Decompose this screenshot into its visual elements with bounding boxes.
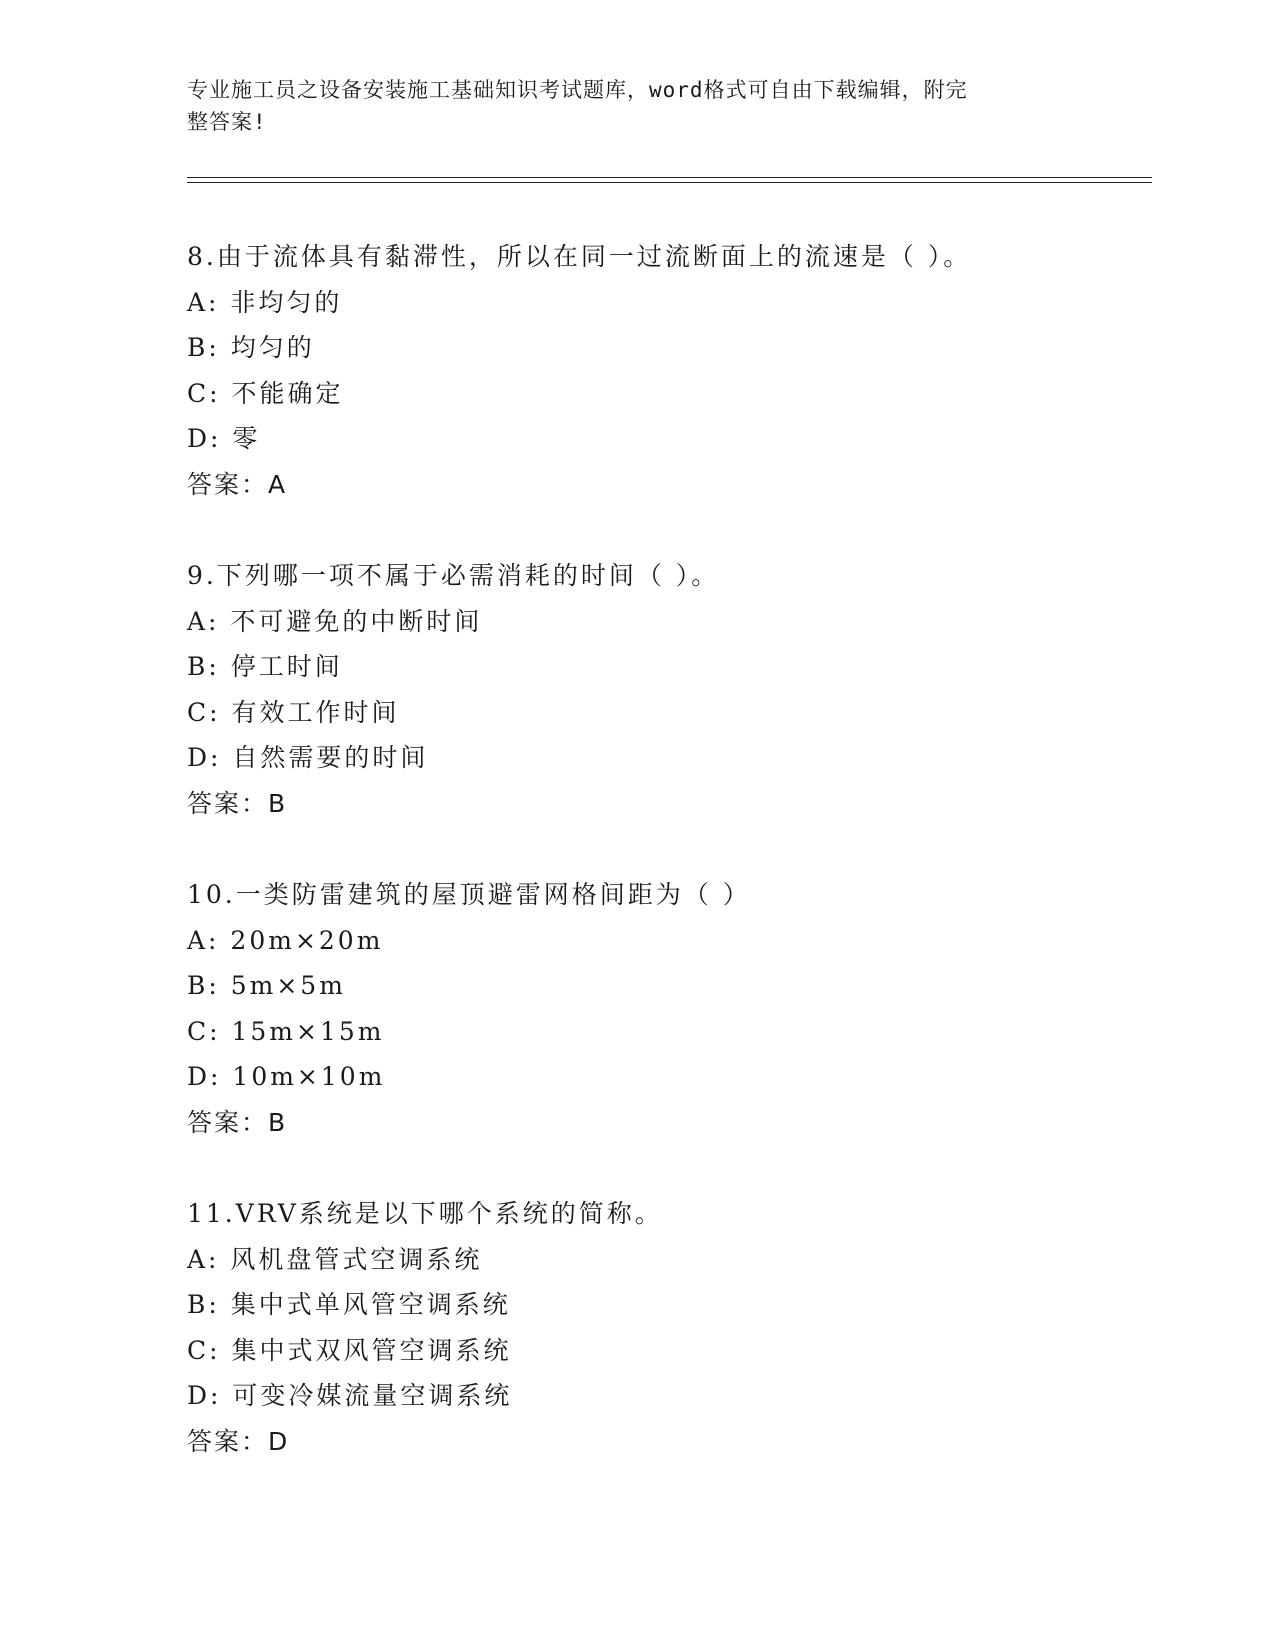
option-b: B: 停工时间 xyxy=(187,652,343,681)
document-header xyxy=(187,74,1067,138)
option-d: D: 10m×10m xyxy=(187,1062,386,1091)
header-divider-bottom xyxy=(187,182,1152,183)
option-d: D: 自然需要的时间 xyxy=(187,743,429,772)
question-title: 9.下列哪一项不属于必需消耗的时间（ ）。 xyxy=(187,561,720,590)
answer: 答案：D xyxy=(187,1426,290,1456)
option-c: C: 不能确定 xyxy=(187,378,344,408)
option-a: A: 不可避免的中断时间 xyxy=(187,606,483,636)
header-line-2: 整答案! xyxy=(187,110,267,134)
option-c: C: 集中式双风管空调系统 xyxy=(187,1335,512,1365)
answer: 答案：B xyxy=(187,1107,288,1137)
option-d: D: 零 xyxy=(187,424,261,453)
question-8 xyxy=(187,234,1147,507)
option-a: A: 非均匀的 xyxy=(187,287,343,317)
option-b: B: 集中式单风管空调系统 xyxy=(187,1290,511,1319)
option-b: B: 5m×5m xyxy=(187,971,346,1000)
option-d: D: 可变冷媒流量空调系统 xyxy=(187,1381,513,1410)
option-a: A: 20m×20m xyxy=(187,925,384,955)
option-b: B: 均匀的 xyxy=(187,333,315,362)
answer: 答案：B xyxy=(187,788,288,818)
question-title: 11.VRV系统是以下哪个系统的简称。 xyxy=(187,1199,663,1228)
question-9 xyxy=(187,553,1147,826)
header-divider-top xyxy=(187,177,1152,178)
question-title: 8.由于流体具有黏滞性，所以在同一过流断面上的流速是（ ）。 xyxy=(187,242,972,271)
header-line-1: 专业施工员之设备安装施工基础知识考试题库，word格式可自由下载编辑，附完 xyxy=(187,78,968,102)
option-c: C: 15m×15m xyxy=(187,1016,385,1046)
answer: 答案：A xyxy=(187,469,288,499)
question-title: 10.一类防雷建筑的屋顶避雷网格间距为（ ） xyxy=(187,880,751,909)
question-10 xyxy=(187,872,1147,1145)
option-a: A: 风机盘管式空调系统 xyxy=(187,1244,483,1274)
question-11 xyxy=(187,1191,1147,1464)
option-c: C: 有效工作时间 xyxy=(187,697,400,727)
